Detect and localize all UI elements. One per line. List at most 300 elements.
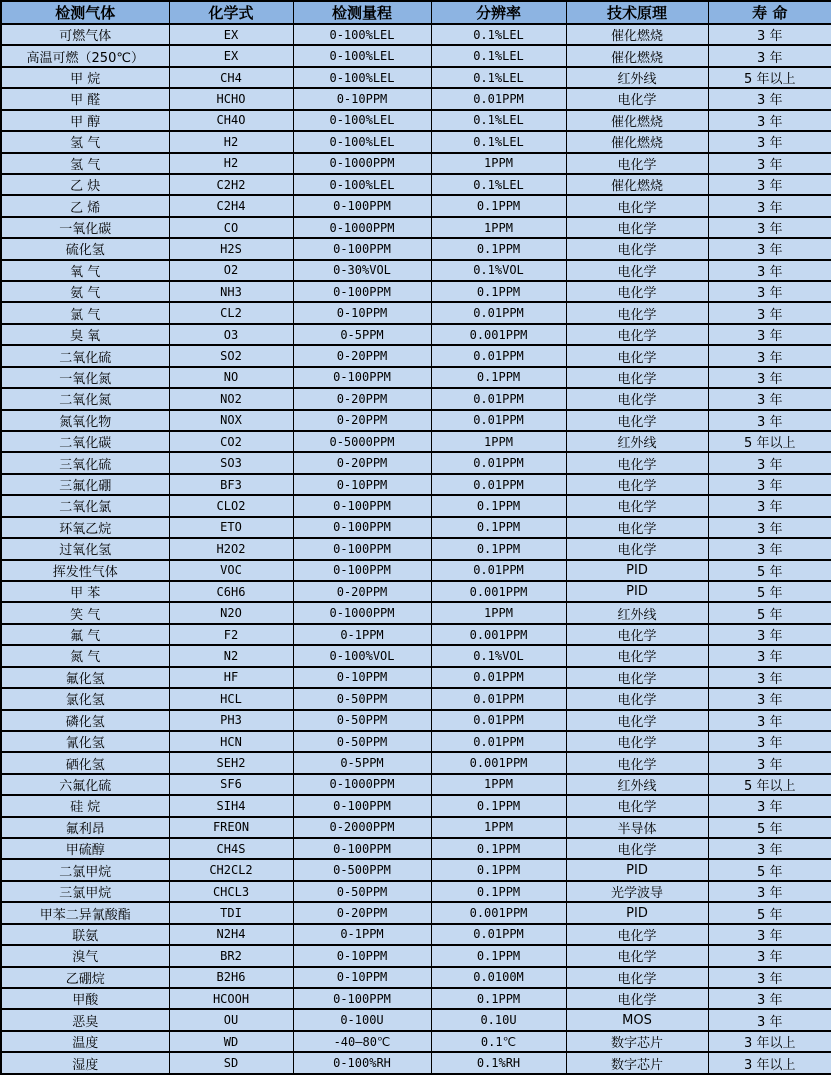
formula-cell: NO2 [169,388,293,409]
principle-cell: 电化学 [566,367,708,388]
table-row [1,710,831,731]
principle-cell: 电化学 [566,88,708,109]
lifespan-cell: 3 年 [708,624,831,645]
formula-cell: HCHO [169,88,293,109]
range-cell: 0-100%LEL [293,131,431,152]
formula-cell: O2 [169,260,293,281]
resolution-cell: 0.001PPM [431,902,566,923]
formula-cell: SF6 [169,774,293,795]
gas-name-cell: 硫化氢 [1,238,169,259]
lifespan-cell: 3 年 [708,517,831,538]
gas-name-cell: 氨 气 [1,281,169,302]
range-cell: 0-1000PPM [293,217,431,238]
table-row [1,131,831,152]
lifespan-cell: 3 年 [708,388,831,409]
gas-name-cell: 氮氧化物 [1,410,169,431]
table-row [1,988,831,1009]
formula-cell: H2O2 [169,538,293,559]
lifespan-cell: 3 年 [708,731,831,752]
formula-cell: SO3 [169,452,293,473]
formula-cell: CH2CL2 [169,859,293,880]
principle-cell: 电化学 [566,924,708,945]
resolution-cell: 0.0100M [431,967,566,988]
table-row [1,260,831,281]
resolution-cell: 0.01PPM [431,88,566,109]
header-row [1,1,831,24]
gas-name-cell: 高温可燃（250℃） [1,45,169,66]
principle-cell: 电化学 [566,752,708,773]
resolution-cell: 1PPM [431,817,566,838]
lifespan-cell: 3 年 [708,752,831,773]
gas-name-cell: 甲酸 [1,988,169,1009]
principle-cell: 电化学 [566,795,708,816]
resolution-cell: 0.1%LEL [431,45,566,66]
table-row [1,538,831,559]
formula-cell: NOX [169,410,293,431]
formula-cell: CO [169,217,293,238]
principle-cell: 催化燃烧 [566,24,708,45]
lifespan-cell: 3 年 [708,688,831,709]
principle-cell: 电化学 [566,153,708,174]
gas-name-cell: 硒化氢 [1,752,169,773]
resolution-cell: 0.01PPM [431,410,566,431]
range-cell: 0-100U [293,1009,431,1030]
resolution-cell: 1PPM [431,602,566,623]
principle-cell: 电化学 [566,645,708,666]
gas-name-cell: 一氧化碳 [1,217,169,238]
lifespan-cell: 5 年 [708,902,831,923]
gas-name-cell: 乙 烯 [1,195,169,216]
table-row [1,324,831,345]
gas-name-cell: 环氧乙烷 [1,517,169,538]
header-gas-name: 检测气体 [1,1,169,24]
table-row [1,795,831,816]
table-row [1,388,831,409]
formula-cell: EX [169,24,293,45]
table-row [1,602,831,623]
resolution-cell: 0.10U [431,1009,566,1030]
formula-cell: TDI [169,902,293,923]
gas-name-cell: 甲 醇 [1,110,169,131]
lifespan-cell: 3 年 [708,881,831,902]
range-cell: 0-20PPM [293,388,431,409]
principle-cell: 电化学 [566,688,708,709]
range-cell: 0-100%VOL [293,645,431,666]
formula-cell: BF3 [169,474,293,495]
gas-name-cell: 乙 炔 [1,174,169,195]
resolution-cell: 0.1PPM [431,495,566,516]
resolution-cell: 0.01PPM [431,688,566,709]
lifespan-cell: 3 年 [708,238,831,259]
lifespan-cell: 3 年 [708,710,831,731]
principle-cell: 电化学 [566,281,708,302]
gas-name-cell: 甲硫醇 [1,838,169,859]
range-cell: 0-100%LEL [293,110,431,131]
gas-name-cell: 甲 醛 [1,88,169,109]
formula-cell: N2O [169,602,293,623]
formula-cell: F2 [169,624,293,645]
formula-cell: CHCL3 [169,881,293,902]
table-row [1,774,831,795]
table-row [1,110,831,131]
resolution-cell: 1PPM [431,217,566,238]
gas-name-cell: 氧 气 [1,260,169,281]
gas-name-cell: 氟化氢 [1,667,169,688]
table-row [1,195,831,216]
range-cell: 0-1PPM [293,924,431,945]
resolution-cell: 0.1PPM [431,281,566,302]
lifespan-cell: 5 年 [708,859,831,880]
header-formula: 化学式 [169,1,293,24]
range-cell: 0-1000PPM [293,774,431,795]
lifespan-cell: 3 年以上 [708,1052,831,1074]
table-row [1,624,831,645]
lifespan-cell: 3 年 [708,645,831,666]
lifespan-cell: 3 年 [708,281,831,302]
lifespan-cell: 3 年 [708,324,831,345]
range-cell: 0-100PPM [293,795,431,816]
resolution-cell: 1PPM [431,431,566,452]
range-cell: 0-1000PPM [293,602,431,623]
resolution-cell: 0.1%LEL [431,110,566,131]
gas-name-cell: 恶臭 [1,1009,169,1030]
resolution-cell: 0.1%VOL [431,260,566,281]
principle-cell: 电化学 [566,324,708,345]
principle-cell: 电化学 [566,302,708,323]
formula-cell: ETO [169,517,293,538]
principle-cell: MOS [566,1009,708,1030]
gas-name-cell: 湿度 [1,1052,169,1074]
gas-name-cell: 联氨 [1,924,169,945]
lifespan-cell: 3 年 [708,667,831,688]
table-row [1,238,831,259]
range-cell: 0-20PPM [293,452,431,473]
principle-cell: 光学波导 [566,881,708,902]
principle-cell: 电化学 [566,838,708,859]
range-cell: -40—80℃ [293,1031,431,1052]
resolution-cell: 0.01PPM [431,667,566,688]
formula-cell: C6H6 [169,581,293,602]
resolution-cell: 0.001PPM [431,581,566,602]
principle-cell: 数字芯片 [566,1052,708,1074]
gas-name-cell: 硅 烷 [1,795,169,816]
range-cell: 0-5PPM [293,752,431,773]
lifespan-cell: 3 年 [708,174,831,195]
table-row [1,153,831,174]
resolution-cell: 1PPM [431,153,566,174]
range-cell: 0-50PPM [293,731,431,752]
formula-cell: N2H4 [169,924,293,945]
gas-name-cell: 氟 气 [1,624,169,645]
resolution-cell: 0.01PPM [431,452,566,473]
gas-name-cell: 二氧化硫 [1,345,169,366]
range-cell: 0-100PPM [293,281,431,302]
range-cell: 0-100PPM [293,367,431,388]
lifespan-cell: 3 年 [708,410,831,431]
header-lifespan: 寿 命 [708,1,831,24]
range-cell: 0-100PPM [293,195,431,216]
range-cell: 0-2000PPM [293,817,431,838]
principle-cell: 催化燃烧 [566,174,708,195]
gas-name-cell: 磷化氢 [1,710,169,731]
header-resolution: 分辨率 [431,1,566,24]
resolution-cell: 0.1PPM [431,838,566,859]
principle-cell: 催化燃烧 [566,131,708,152]
gas-name-cell: 笑 气 [1,602,169,623]
lifespan-cell: 3 年 [708,367,831,388]
resolution-cell: 0.1%LEL [431,24,566,45]
table-row [1,517,831,538]
gas-name-cell: 三氧化硫 [1,452,169,473]
lifespan-cell: 3 年 [708,131,831,152]
resolution-cell: 0.001PPM [431,324,566,345]
gas-name-cell: 二氯甲烷 [1,859,169,880]
formula-cell: HCN [169,731,293,752]
lifespan-cell: 5 年 [708,602,831,623]
table-row [1,452,831,473]
table-row [1,474,831,495]
formula-cell: CL2 [169,302,293,323]
formula-cell: CLO2 [169,495,293,516]
range-cell: 0-100PPM [293,560,431,581]
resolution-cell: 0.1PPM [431,945,566,966]
principle-cell: 电化学 [566,945,708,966]
lifespan-cell: 3 年 [708,153,831,174]
table-row [1,838,831,859]
formula-cell: HCL [169,688,293,709]
principle-cell: 电化学 [566,260,708,281]
resolution-cell: 0.1%LEL [431,131,566,152]
gas-name-cell: 氯 气 [1,302,169,323]
principle-cell: 电化学 [566,452,708,473]
principle-cell: PID [566,581,708,602]
gas-name-cell: 二氧化碳 [1,431,169,452]
resolution-cell: 0.01PPM [431,388,566,409]
formula-cell: H2S [169,238,293,259]
range-cell: 0-100PPM [293,538,431,559]
principle-cell: 催化燃烧 [566,110,708,131]
gas-name-cell: 甲苯二异氰酸酯 [1,902,169,923]
range-cell: 0-10PPM [293,88,431,109]
resolution-cell: 0.01PPM [431,302,566,323]
formula-cell: N2 [169,645,293,666]
gas-name-cell: 可燃气体 [1,24,169,45]
lifespan-cell: 3 年 [708,795,831,816]
principle-cell: 电化学 [566,345,708,366]
resolution-cell: 0.1PPM [431,988,566,1009]
lifespan-cell: 3 年 [708,538,831,559]
formula-cell: NO [169,367,293,388]
range-cell: 0-20PPM [293,902,431,923]
principle-cell: 电化学 [566,988,708,1009]
gas-name-cell: 溴气 [1,945,169,966]
range-cell: 0-100PPM [293,517,431,538]
formula-cell: WD [169,1031,293,1052]
principle-cell: PID [566,859,708,880]
range-cell: 0-10PPM [293,302,431,323]
formula-cell: HCOOH [169,988,293,1009]
gas-name-cell: 氢 气 [1,131,169,152]
principle-cell: 电化学 [566,731,708,752]
resolution-cell: 0.01PPM [431,710,566,731]
table-row [1,1009,831,1030]
principle-cell: 电化学 [566,624,708,645]
principle-cell: 电化学 [566,967,708,988]
resolution-cell: 0.1PPM [431,538,566,559]
lifespan-cell: 3 年 [708,302,831,323]
range-cell: 0-100PPM [293,495,431,516]
principle-cell: 电化学 [566,410,708,431]
formula-cell: FREON [169,817,293,838]
formula-cell: SD [169,1052,293,1074]
table-row [1,667,831,688]
table-row [1,881,831,902]
table-row [1,495,831,516]
principle-cell: 电化学 [566,238,708,259]
table-row [1,560,831,581]
gas-name-cell: 六氟化硫 [1,774,169,795]
table-body [1,24,831,1074]
table-row [1,367,831,388]
gas-name-cell: 温度 [1,1031,169,1052]
formula-cell: CO2 [169,431,293,452]
range-cell: 0-5PPM [293,324,431,345]
lifespan-cell: 3 年 [708,260,831,281]
gas-name-cell: 二氧化氯 [1,495,169,516]
range-cell: 0-10PPM [293,667,431,688]
principle-cell: 电化学 [566,667,708,688]
table-row [1,1052,831,1074]
range-cell: 0-50PPM [293,710,431,731]
principle-cell: 催化燃烧 [566,45,708,66]
formula-cell: CH4S [169,838,293,859]
range-cell: 0-100%LEL [293,174,431,195]
range-cell: 0-1PPM [293,624,431,645]
gas-name-cell: 一氧化氮 [1,367,169,388]
table-row [1,217,831,238]
lifespan-cell: 3 年 [708,1009,831,1030]
table-row [1,752,831,773]
table-row [1,731,831,752]
principle-cell: 数字芯片 [566,1031,708,1052]
lifespan-cell: 5 年 [708,581,831,602]
principle-cell: PID [566,902,708,923]
table-row [1,410,831,431]
principle-cell: PID [566,560,708,581]
resolution-cell: 0.1PPM [431,881,566,902]
header-range: 检测量程 [293,1,431,24]
range-cell: 0-50PPM [293,688,431,709]
header-principle: 技术原理 [566,1,708,24]
formula-cell: O3 [169,324,293,345]
table-row [1,88,831,109]
formula-cell: B2H6 [169,967,293,988]
resolution-cell: 0.1PPM [431,238,566,259]
table-row [1,281,831,302]
range-cell: 0-5000PPM [293,431,431,452]
range-cell: 0-10PPM [293,967,431,988]
table-row [1,945,831,966]
resolution-cell: 0.01PPM [431,924,566,945]
lifespan-cell: 3 年 [708,45,831,66]
range-cell: 0-20PPM [293,581,431,602]
range-cell: 0-100PPM [293,838,431,859]
principle-cell: 电化学 [566,538,708,559]
formula-cell: VOC [169,560,293,581]
principle-cell: 电化学 [566,195,708,216]
resolution-cell: 0.01PPM [431,474,566,495]
resolution-cell: 0.1%LEL [431,174,566,195]
resolution-cell: 0.1%VOL [431,645,566,666]
lifespan-cell: 3 年 [708,495,831,516]
lifespan-cell: 5 年 [708,560,831,581]
range-cell: 0-100PPM [293,238,431,259]
formula-cell: CH4O [169,110,293,131]
principle-cell: 电化学 [566,495,708,516]
range-cell: 0-100%LEL [293,24,431,45]
resolution-cell: 0.01PPM [431,731,566,752]
table-row [1,67,831,88]
formula-cell: H2 [169,131,293,152]
range-cell: 0-100%LEL [293,45,431,66]
resolution-cell: 0.1%RH [431,1052,566,1074]
gas-name-cell: 三氯甲烷 [1,881,169,902]
table-row [1,924,831,945]
lifespan-cell: 3 年 [708,474,831,495]
range-cell: 0-10PPM [293,474,431,495]
gas-name-cell: 甲 苯 [1,581,169,602]
resolution-cell: 0.01PPM [431,345,566,366]
range-cell: 0-100%RH [293,1052,431,1074]
lifespan-cell: 3 年 [708,945,831,966]
gas-name-cell: 挥发性气体 [1,560,169,581]
lifespan-cell: 3 年 [708,195,831,216]
lifespan-cell: 5 年以上 [708,774,831,795]
lifespan-cell: 3 年 [708,838,831,859]
lifespan-cell: 3 年 [708,967,831,988]
table-row [1,967,831,988]
principle-cell: 半导体 [566,817,708,838]
resolution-cell: 0.1PPM [431,859,566,880]
resolution-cell: 0.1PPM [431,517,566,538]
gas-name-cell: 臭 氧 [1,324,169,345]
formula-cell: C2H2 [169,174,293,195]
formula-cell: BR2 [169,945,293,966]
range-cell: 0-20PPM [293,410,431,431]
lifespan-cell: 3 年以上 [708,1031,831,1052]
lifespan-cell: 5 年以上 [708,431,831,452]
range-cell: 0-100PPM [293,988,431,1009]
formula-cell: H2 [169,153,293,174]
range-cell: 0-20PPM [293,345,431,366]
resolution-cell: 0.1%LEL [431,67,566,88]
formula-cell: OU [169,1009,293,1030]
formula-cell: SO2 [169,345,293,366]
principle-cell: 电化学 [566,474,708,495]
table-row [1,859,831,880]
formula-cell: HF [169,667,293,688]
lifespan-cell: 3 年 [708,88,831,109]
resolution-cell: 0.001PPM [431,752,566,773]
resolution-cell: 0.1PPM [431,795,566,816]
principle-cell: 电化学 [566,217,708,238]
gas-name-cell: 氰化氢 [1,731,169,752]
principle-cell: 红外线 [566,602,708,623]
formula-cell: PH3 [169,710,293,731]
lifespan-cell: 5 年 [708,817,831,838]
gas-name-cell: 二氧化氮 [1,388,169,409]
lifespan-cell: 3 年 [708,24,831,45]
